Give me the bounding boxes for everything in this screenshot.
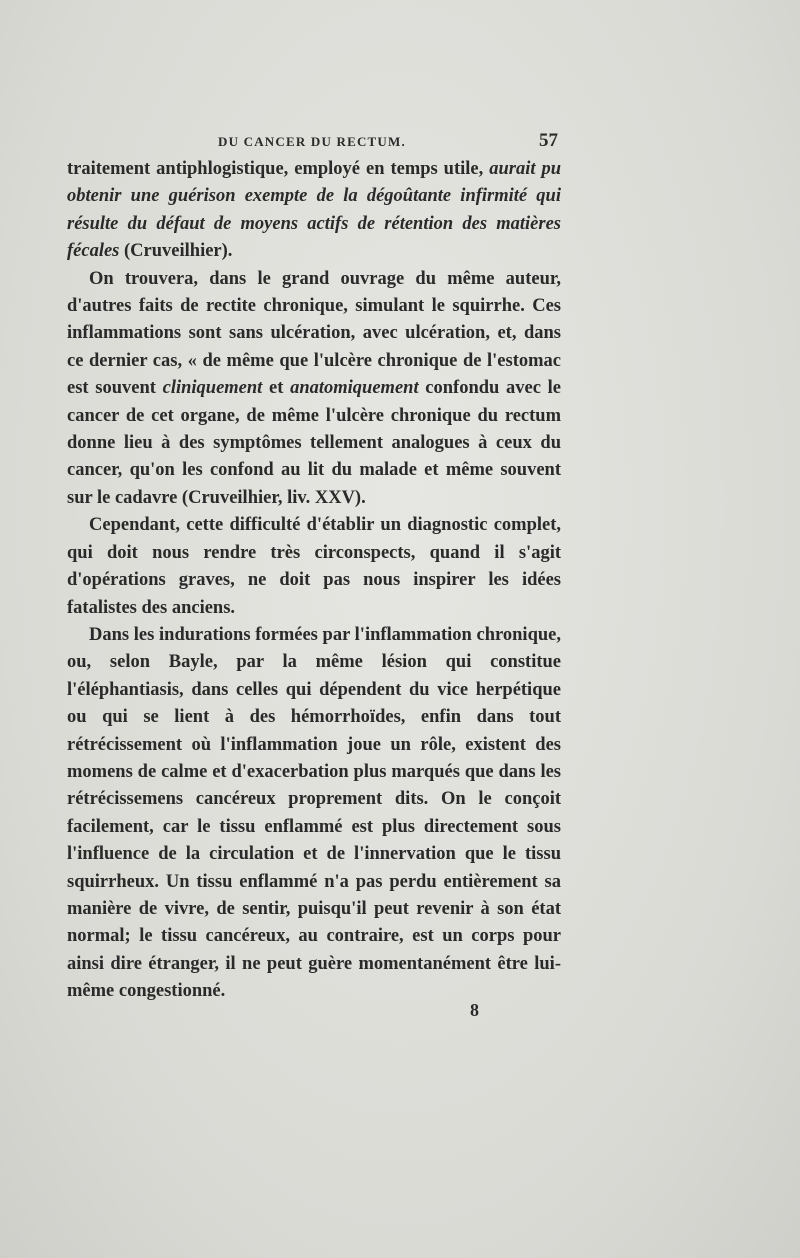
paragraph-2-text-a: On trouvera, dans le grand ouvrage du même auteur, d'autres faits de rectite chronique, simulant le squirrhe. Ces inflammations sont sans ulcération, avec ulcération, et, dans ce dernier cas, « de même que l'ulcère chronique de l'estomac est souvent bbox=[67, 268, 561, 399]
page-header bbox=[218, 130, 558, 152]
paragraph-2 bbox=[67, 266, 561, 513]
paragraph-1 bbox=[67, 156, 561, 266]
paragraph-2-text-e: confondu avec le cancer de cet organe, de même l'ulcère chronique du rectum donne lieu à des symptômes tellement analogues à ceux du cancer, qu'on les confond au lit du malade et même souvent sur le cadavre (Cruveilhier, liv. XXV). bbox=[67, 378, 561, 508]
running-head: DU CANCER DU RECTUM. bbox=[218, 134, 406, 149]
paragraph-4-text: Dans les indurations formées par l'inflammation chronique, ou, selon Bayle, par la même lésion qui constitue l'éléphantiasis, dans celles qui dépendent du vice herpétique ou qui se lient à des hémorrhoïdes, enfin dans tout rétrécissement où l'inflammation joue un rôle, existent des momens de calme et d'exacerbation plus marqués que dans les rétrécissemens cancéreux proprement dits. On le conçoit facilement, car le tissu enflammé est plus directement sous l'influence de la circulation et de l'innervation que le tissu squirrheux. Un tissu enflammé n'a pas perdu entièrement sa manière de vivre, de sentir, puisqu'il peut revenir à son état normal; le tissu cancéreux, au contraire, est un corps pour ainsi dire étranger, il ne peut guère momentanément être lui-même congestionné. bbox=[67, 624, 561, 1002]
paragraph-4 bbox=[67, 622, 561, 1006]
paragraph-2-text-c: et bbox=[262, 378, 291, 399]
paragraph-1-text-c: (Cruveilhier). bbox=[119, 241, 233, 262]
body-text bbox=[67, 156, 561, 1006]
paragraph-1-italic-quote: aurait pu obtenir une guérison exempte de la dégoûtante infirmité qui résulte du défaut de moyens actifs de rétention des matières fécales bbox=[67, 159, 561, 262]
paragraph-3-text: Cependant, cette difficulté d'établir un diagnostic complet, qui doit nous rendre très circonspects, quand il s'agit d'opérations graves, ne doit pas nous inspirer les idées fatalistes des anciens. bbox=[67, 515, 561, 618]
paragraph-1-text-a: traitement antiphlogistique, employé en temps utile, bbox=[67, 159, 490, 179]
page-number: 57 bbox=[539, 130, 558, 151]
signature-mark: 8 bbox=[470, 1000, 479, 1020]
paragraph-2-italic-anatomiquement: anatomiquement bbox=[290, 378, 419, 399]
paragraph-2-italic-cliniquement: cliniquement bbox=[162, 378, 263, 399]
paragraph-3 bbox=[67, 512, 561, 622]
